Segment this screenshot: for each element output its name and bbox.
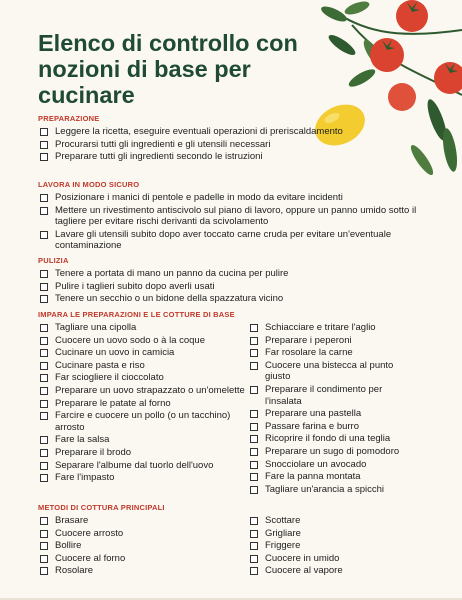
checkbox[interactable] bbox=[250, 473, 258, 481]
checkbox[interactable] bbox=[250, 517, 258, 525]
section-heading: IMPARA LE PREPARAZIONI E LE COTTURE DI BASE bbox=[38, 310, 235, 319]
checklist-item[interactable]: Friggere bbox=[248, 540, 418, 552]
checkbox[interactable] bbox=[250, 423, 258, 431]
checklist-item[interactable]: Ricoprire il fondo di una teglia bbox=[248, 433, 418, 445]
checklist-item[interactable]: Tenere a portata di mano un panno da cucina per pulire bbox=[38, 268, 418, 280]
checklist-item[interactable]: Cuocere al forno bbox=[38, 553, 248, 565]
checklist-item[interactable]: Brasare bbox=[38, 515, 248, 527]
checkbox[interactable] bbox=[250, 542, 258, 550]
checkbox[interactable] bbox=[40, 194, 48, 202]
checkbox[interactable] bbox=[40, 555, 48, 563]
checklist-item[interactable]: Posizionare i manici di pentole e padelle in modo da evitare incidenti bbox=[38, 192, 418, 204]
checklist-item[interactable]: Tagliare una cipolla bbox=[38, 322, 248, 334]
section-heading: LAVORA IN MODO SICURO bbox=[38, 180, 140, 189]
checkbox[interactable] bbox=[40, 349, 48, 357]
checklist-item[interactable]: Procurarsi tutti gli ingredienti e gli utensili necessari bbox=[38, 139, 418, 151]
checklist-item[interactable]: Rosolare bbox=[38, 565, 248, 577]
section-preparazioni-base bbox=[38, 310, 418, 496]
checkbox[interactable] bbox=[250, 337, 258, 345]
checklist-item[interactable]: Preparare il condimento per l'insalata bbox=[248, 384, 418, 407]
checkbox[interactable] bbox=[40, 231, 48, 239]
left-column bbox=[38, 322, 248, 496]
checklist-item[interactable]: Separare l'albume dal tuorlo dell'uovo bbox=[38, 460, 248, 472]
checkbox[interactable] bbox=[40, 387, 48, 395]
checkbox[interactable] bbox=[250, 435, 258, 443]
checklist-item[interactable]: Cuocere un uovo sodo o à la coque bbox=[38, 335, 248, 347]
checkbox[interactable] bbox=[40, 283, 48, 291]
checkbox[interactable] bbox=[250, 530, 258, 538]
checklist-item[interactable]: Cuocere arrosto bbox=[38, 528, 248, 540]
section-pulizia bbox=[38, 256, 418, 306]
checkbox[interactable] bbox=[250, 461, 258, 469]
checklist-item[interactable]: Preparare una pastella bbox=[248, 408, 418, 420]
checklist-item[interactable]: Schiacciare e tritare l'aglio bbox=[248, 322, 418, 334]
checklist-item[interactable]: Tagliare un'arancia a spicchi bbox=[248, 484, 418, 496]
checklist-item[interactable]: Scottare bbox=[248, 515, 418, 527]
checkbox[interactable] bbox=[40, 412, 48, 420]
checkbox[interactable] bbox=[40, 141, 48, 149]
checkbox[interactable] bbox=[40, 153, 48, 161]
checklist-item[interactable]: Leggere la ricetta, eseguire eventuali operazioni di preriscaldamento bbox=[38, 126, 418, 138]
checklist-item[interactable]: Snocciolare un avocado bbox=[248, 459, 418, 471]
checklist-item[interactable]: Mettere un rivestimento antiscivolo sul piano di lavoro, oppure un panno umido sotto il tagliere per evitare rischi derivanti da scivolamento bbox=[38, 205, 418, 228]
checkbox[interactable] bbox=[40, 324, 48, 332]
checkbox[interactable] bbox=[40, 542, 48, 550]
checklist-item[interactable]: Cuocere in umido bbox=[248, 553, 418, 565]
checklist-item[interactable]: Tenere un secchio o un bidone della spazzatura vicino bbox=[38, 293, 418, 305]
checkbox[interactable] bbox=[40, 374, 48, 382]
section-preparazione bbox=[38, 114, 418, 164]
checklist-item[interactable]: Preparare il brodo bbox=[38, 447, 248, 459]
checklist-item[interactable]: Passare farina e burro bbox=[248, 421, 418, 433]
checklist-item[interactable]: Fare la panna montata bbox=[248, 471, 418, 483]
right-column bbox=[248, 322, 418, 496]
checkbox[interactable] bbox=[250, 567, 258, 575]
checklist-item[interactable]: Preparare i peperoni bbox=[248, 335, 418, 347]
checkbox[interactable] bbox=[250, 410, 258, 418]
checklist-item[interactable]: Far rosolare la carne bbox=[248, 347, 418, 359]
checkbox[interactable] bbox=[250, 555, 258, 563]
checkbox[interactable] bbox=[40, 400, 48, 408]
section-lavora-sicuro bbox=[38, 180, 418, 253]
checkbox[interactable] bbox=[40, 207, 48, 215]
checklist-item[interactable]: Cuocere al vapore bbox=[248, 565, 418, 577]
checkbox[interactable] bbox=[250, 324, 258, 332]
checklist-item[interactable]: Bollire bbox=[38, 540, 248, 552]
checklist-item[interactable]: Preparare tutti gli ingredienti secondo le istruzioni bbox=[38, 151, 418, 163]
checklist-item[interactable]: Farcire e cuocere un pollo (o un tacchino) arrosto bbox=[38, 410, 248, 433]
checkbox[interactable] bbox=[250, 486, 258, 494]
page-title: Elenco di controllo con nozioni di base per cucinare bbox=[38, 30, 298, 108]
checklist-item[interactable]: Cucinare pasta e riso bbox=[38, 360, 248, 372]
checklist-item[interactable]: Far sciogliere il cioccolato bbox=[38, 372, 248, 384]
section-heading: METODI DI COTTURA PRINCIPALI bbox=[38, 503, 165, 512]
checkbox[interactable] bbox=[40, 270, 48, 278]
checkbox[interactable] bbox=[250, 349, 258, 357]
checklist-item[interactable]: Lavare gli utensili subito dopo aver toccato carne cruda per evitare un'eventuale contaminazione bbox=[38, 229, 418, 252]
checklist-item[interactable]: Preparare un uovo strapazzato o un'omelette bbox=[38, 385, 248, 397]
right-column bbox=[248, 515, 418, 578]
checklist-item[interactable]: Grigliare bbox=[248, 528, 418, 540]
checkbox[interactable] bbox=[40, 517, 48, 525]
checklist-item[interactable]: Fare l'impasto bbox=[38, 472, 248, 484]
checkbox[interactable] bbox=[40, 449, 48, 457]
checkbox[interactable] bbox=[40, 362, 48, 370]
checkbox[interactable] bbox=[40, 462, 48, 470]
section-heading: PULIZIA bbox=[38, 256, 69, 265]
checkbox[interactable] bbox=[40, 474, 48, 482]
section-metodi-cottura bbox=[38, 503, 418, 578]
left-column bbox=[38, 515, 248, 578]
checklist-item[interactable]: Fare la salsa bbox=[38, 434, 248, 446]
checkbox[interactable] bbox=[40, 436, 48, 444]
checklist-item[interactable]: Preparare un sugo di pomodoro bbox=[248, 446, 418, 458]
checkbox[interactable] bbox=[250, 362, 258, 370]
checklist-item[interactable]: Pulire i taglieri subito dopo averli usati bbox=[38, 281, 418, 293]
checkbox[interactable] bbox=[40, 337, 48, 345]
checkbox[interactable] bbox=[40, 295, 48, 303]
checkbox[interactable] bbox=[40, 128, 48, 136]
checkbox[interactable] bbox=[250, 448, 258, 456]
checkbox[interactable] bbox=[40, 530, 48, 538]
checklist-item[interactable]: Cucinare un uovo in camicia bbox=[38, 347, 248, 359]
checklist-item[interactable]: Preparare le patate al forno bbox=[38, 398, 248, 410]
checkbox[interactable] bbox=[40, 567, 48, 575]
checkbox[interactable] bbox=[250, 386, 258, 394]
section-heading: PREPARAZIONE bbox=[38, 114, 100, 123]
checklist-item[interactable]: Cuocere una bistecca al punto giusto bbox=[248, 360, 418, 383]
